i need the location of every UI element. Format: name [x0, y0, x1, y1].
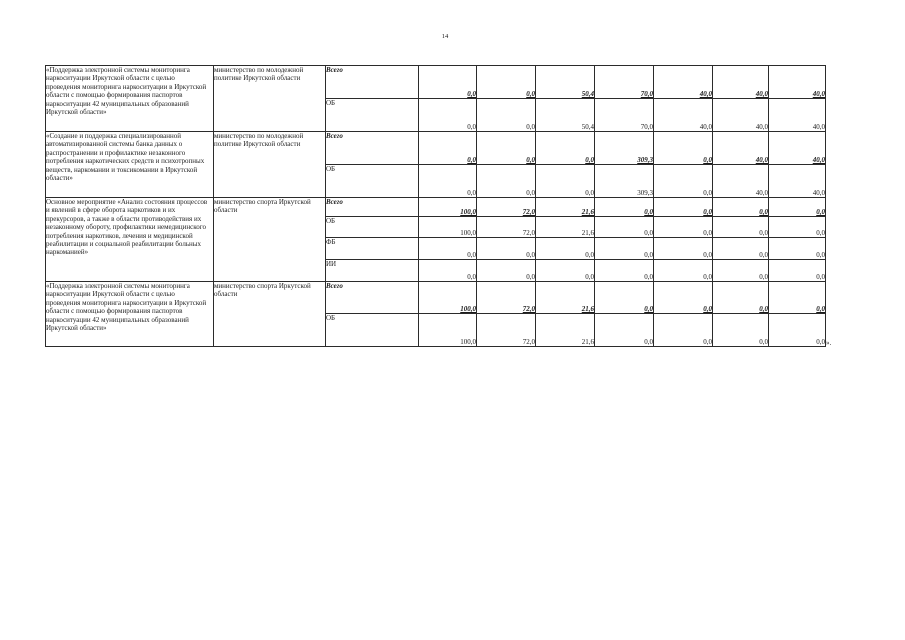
event-description-line: проведения мониторинга наркоситуации в Иркутской	[46, 298, 207, 307]
funding-value-cell: 40,0	[654, 66, 713, 99]
funding-value-cell: 0,0	[477, 99, 536, 132]
funding-value-cell: 72,0	[477, 217, 536, 238]
funding-value-cell: 309,3	[595, 165, 654, 198]
table-row	[46, 198, 826, 217]
funding-value-cell: 309,3	[595, 132, 654, 165]
event-description-line: распространении и профилактике незаконного	[46, 148, 186, 157]
funding-value-cell: 40,0	[769, 165, 826, 198]
event-description-line: наркоманией»	[46, 248, 89, 257]
funding-value-cell: 0,0	[713, 198, 769, 217]
funding-value-cell: 0,0	[595, 282, 654, 314]
funding-value-cell: 0,0	[419, 260, 477, 282]
responsible-executor-line: политике Иркутской области	[214, 74, 301, 83]
funding-value-cell: 50,4	[536, 66, 595, 99]
funding-value-cell: 0,0	[419, 132, 477, 165]
funding-value-cell: 0,0	[536, 238, 595, 260]
funding-value-cell: 40,0	[769, 132, 826, 165]
funding-value-cell: 40,0	[654, 99, 713, 132]
funding-value-cell: 72,0	[477, 314, 536, 347]
funding-value-cell: 0,0	[769, 217, 826, 238]
funding-value-cell: 0,0	[769, 282, 826, 314]
funding-source-cell: ФБ	[326, 238, 419, 260]
event-description-line: Иркутской области»	[46, 108, 107, 117]
funding-value-cell: 0,0	[536, 165, 595, 198]
funding-value-cell: 0,0	[419, 165, 477, 198]
event-description-line: автоматизированной системы банка данных о	[46, 140, 183, 149]
event-description-line: Иркутской области»	[46, 324, 107, 333]
funding-source-cell: ОБ	[326, 217, 419, 238]
event-description-line: «Поддержка электронной системы мониторинга	[46, 66, 190, 74]
responsible-executor-line: министерство по молодежной	[214, 66, 304, 74]
event-description-line: проведения мониторинга наркоситуации в Иркутской	[46, 82, 207, 91]
funding-table-body	[46, 66, 826, 347]
event-description-line: прекурсоров, а также в области противодействия их	[46, 214, 202, 223]
funding-source-cell: Всего	[326, 132, 419, 165]
funding-value-cell: 0,0	[654, 132, 713, 165]
event-description-line: потребления наркотиков, лечения и медицинской	[46, 231, 193, 240]
funding-value-cell: 0,0	[769, 238, 826, 260]
responsible-executor-line: политике Иркутской области	[214, 140, 301, 149]
funding-source-cell: Всего	[326, 282, 419, 314]
event-description-cell	[46, 66, 214, 132]
responsible-executor-cell	[214, 198, 326, 282]
funding-source-cell: ОБ	[326, 99, 419, 132]
funding-value-cell: 0,0	[654, 260, 713, 282]
event-description-line: наркоситуации 42 муниципальных образований	[46, 315, 189, 324]
funding-value-cell: 0,0	[595, 217, 654, 238]
funding-value-cell: 40,0	[713, 165, 769, 198]
funding-value-cell: 0,0	[654, 282, 713, 314]
funding-source-cell: Всего	[326, 66, 419, 99]
funding-value-cell: 0,0	[477, 238, 536, 260]
funding-value-cell: 100,0	[419, 217, 477, 238]
funding-value-cell: 0,0	[654, 314, 713, 347]
funding-value-cell: 0,0	[595, 314, 654, 347]
event-description-line: незаконному обороту, профилактики немедицинского	[46, 223, 206, 232]
funding-value-cell: 0,0	[595, 198, 654, 217]
responsible-executor-line: министерство по молодежной	[214, 132, 304, 140]
event-description-line: «Поддержка электронной системы мониторинга	[46, 282, 190, 290]
funding-value-cell: 0,0	[713, 314, 769, 347]
funding-value-cell: 100,0	[419, 282, 477, 314]
funding-value-cell: 21,6	[536, 314, 595, 347]
funding-value-cell: 0,0	[769, 198, 826, 217]
funding-value-cell: 100,0	[419, 314, 477, 347]
event-description-line: «Создание и поддержка специализированной	[46, 132, 182, 140]
table-row	[46, 282, 826, 314]
funding-value-cell: 0,0	[595, 260, 654, 282]
event-description-cell	[46, 282, 214, 347]
responsible-executor-cell	[214, 66, 326, 132]
funding-value-cell: 40,0	[713, 99, 769, 132]
responsible-executor-line: министерство спорта Иркутской	[214, 282, 311, 290]
funding-value-cell: 0,0	[713, 238, 769, 260]
event-description-line: потребления наркотических средств и психотропных	[46, 157, 205, 166]
event-description-cell	[46, 132, 214, 198]
funding-value-cell: 0,0	[419, 66, 477, 99]
funding-value-cell: 40,0	[769, 99, 826, 132]
funding-value-cell: 0,0	[713, 282, 769, 314]
funding-value-cell: 40,0	[713, 66, 769, 99]
responsible-executor-cell	[214, 132, 326, 198]
event-description-line: области с помощью формирования паспортов	[46, 91, 183, 100]
funding-value-cell: 40,0	[713, 132, 769, 165]
funding-value-cell: 21,6	[536, 282, 595, 314]
event-description-cell	[46, 198, 214, 282]
event-description-line: реабилитации и социальной реабилитации больных	[46, 240, 201, 249]
responsible-executor-line: области	[214, 290, 238, 299]
funding-source-cell: ОБ	[326, 314, 419, 347]
funding-value-cell: 0,0	[419, 99, 477, 132]
funding-value-cell: 0,0	[713, 217, 769, 238]
funding-value-cell: 0,0	[536, 260, 595, 282]
funding-value-cell: 21,6	[536, 198, 595, 217]
funding-value-cell: 0,0	[769, 314, 826, 347]
event-description-line: области»	[46, 174, 73, 183]
event-description-line: веществ, наркомании и токсикомании в Иркутской	[46, 165, 198, 174]
table-row	[46, 132, 826, 165]
funding-value-cell: 0,0	[477, 132, 536, 165]
event-description-line: наркоситуации Иркутской области с целью	[46, 74, 175, 83]
funding-value-cell: 0,0	[477, 165, 536, 198]
funding-value-cell: 72,0	[477, 198, 536, 217]
funding-value-cell: 0,0	[419, 238, 477, 260]
funding-value-cell: 0,0	[654, 217, 713, 238]
page-number: 14	[441, 33, 449, 40]
funding-value-cell: 100,0	[419, 198, 477, 217]
funding-value-cell: 50,4	[536, 99, 595, 132]
funding-source-cell: ИИ	[326, 260, 419, 282]
responsible-executor-line: министерство спорта Иркутской	[214, 198, 311, 206]
funding-source-cell: Всего	[326, 198, 419, 217]
funding-value-cell: 72,0	[477, 282, 536, 314]
event-description-line: наркоситуации Иркутской области с целью	[46, 290, 175, 299]
responsible-executor-line: области	[214, 206, 238, 215]
funding-value-cell: 0,0	[713, 260, 769, 282]
funding-value-cell: 0,0	[595, 238, 654, 260]
funding-value-cell: 0,0	[477, 260, 536, 282]
event-description-line: и явлений в сфере оборота наркотиков и их	[46, 206, 176, 215]
funding-value-cell: 0,0	[536, 132, 595, 165]
closing-quote-mark: ».	[826, 339, 832, 347]
table-row	[46, 66, 826, 99]
event-description-line: наркоситуации 42 муниципальных образований	[46, 99, 189, 108]
event-description-line: Основное мероприятие «Анализ состояния процессов	[46, 198, 208, 206]
funding-value-cell: 70,0	[595, 99, 654, 132]
funding-value-cell: 21,6	[536, 217, 595, 238]
funding-value-cell: 0,0	[477, 66, 536, 99]
funding-value-cell: 70,0	[595, 66, 654, 99]
responsible-executor-cell	[214, 282, 326, 347]
event-description-line: области с помощью формирования паспортов	[46, 307, 183, 316]
funding-value-cell: 0,0	[654, 165, 713, 198]
funding-source-cell: ОБ	[326, 165, 419, 198]
funding-table	[45, 65, 826, 347]
funding-value-cell: 0,0	[769, 260, 826, 282]
funding-value-cell: 40,0	[769, 66, 826, 99]
funding-value-cell: 0,0	[654, 238, 713, 260]
funding-value-cell: 0,0	[654, 198, 713, 217]
